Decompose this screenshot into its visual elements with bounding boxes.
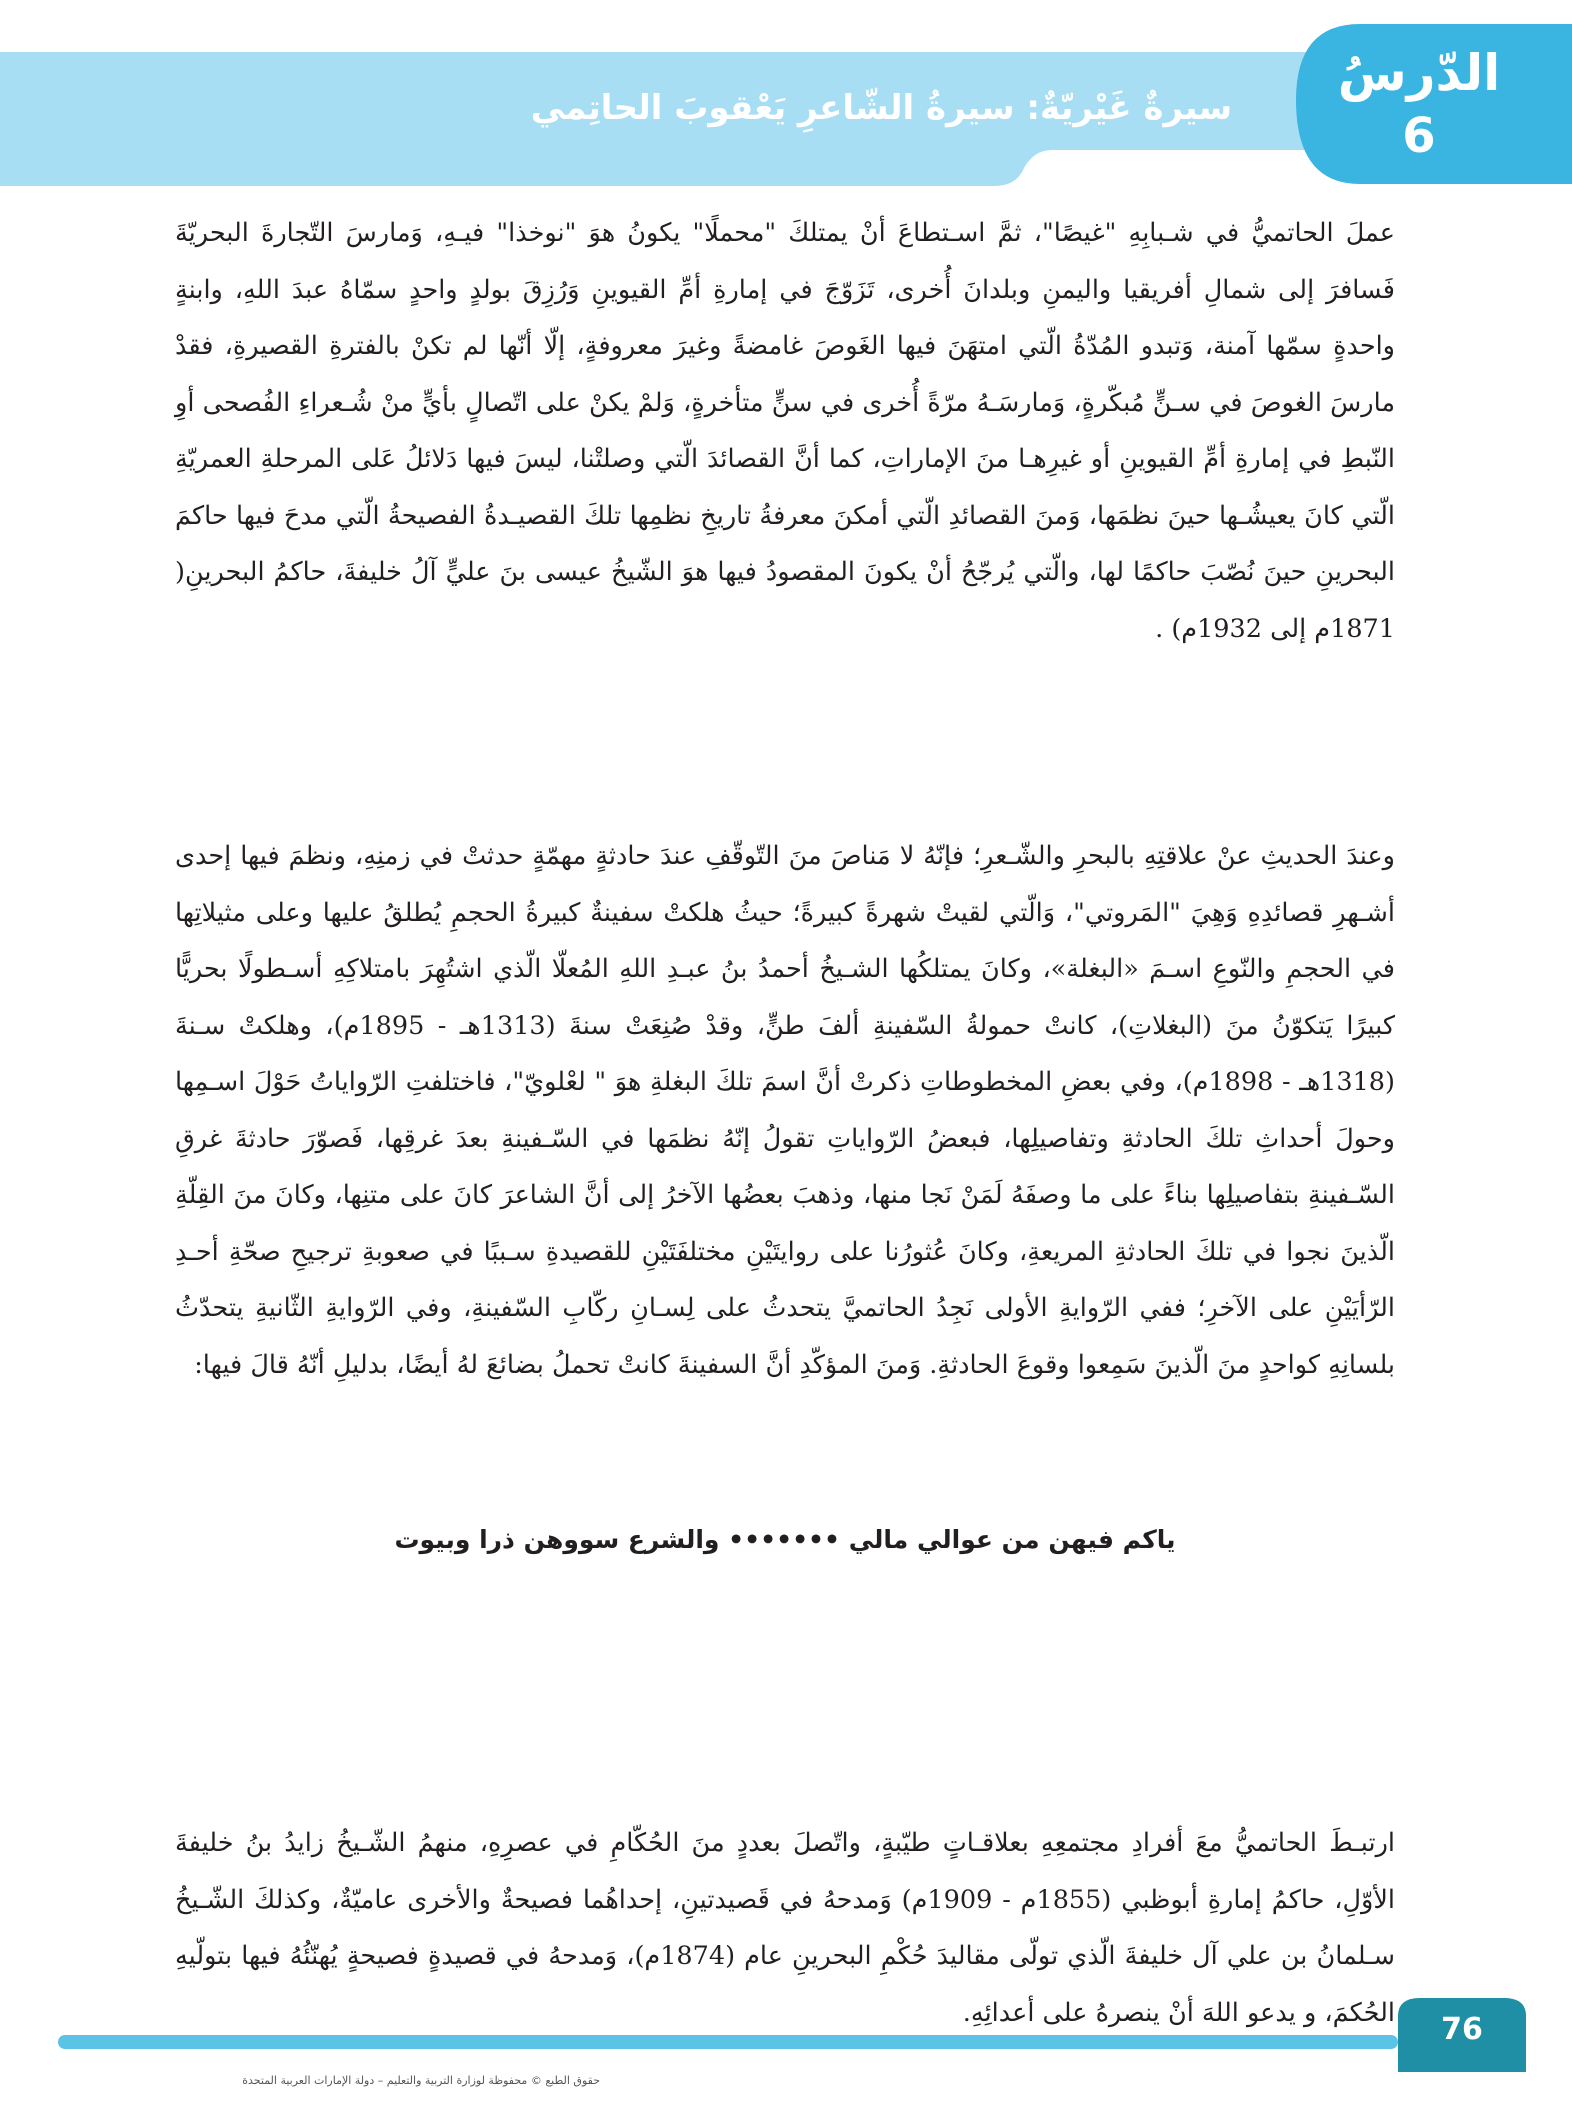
copyright-notice: حقوق الطبع © محفوظة لوزارة التربية والتعليم – دولة الإمارات العربية المتحدة — [242, 2074, 600, 2087]
page-number: 76 — [1441, 2012, 1483, 2047]
lesson-number: 6 — [1402, 108, 1436, 164]
poem-verse: ياكم فيهن من عوالي مالي ••••••• والشرع سووهن ذرا وبيوت — [394, 1525, 1176, 1554]
lesson-title: سيرةٌ غَيْريّةٌ: سيرةُ الشّاعرِ يَعْقوبَ الحاتِمي — [530, 88, 1232, 128]
footer-divider — [58, 2035, 1398, 2049]
lesson-label: الدّرسُ — [1337, 44, 1501, 102]
paragraph-1: عملَ الحاتميُّ في شـبابِهِ "غيصًا"، ثمَّ اسـتطاعَ أنْ يمتلكَ "محملًا" يكونُ هوَ "نوخذا" فيـهِ، وَمارسَ التّجارةَ البحريّةَ فَسافرَ إلى شمالِ أفريقيا واليمنِ وبلدانَ أُخرى، تَزَوّجَ في إمارةِ أمِّ القيوينِ وَرُزِقَ بولدٍ واحدٍ سمّاهُ عبدَ اللهِ، وابنةٍ واحدةٍ سمّها آمنة، وَتبدو المُدّةُ الّتي امتهَنَ فيها الغَوصَ غامضةً وغيرَ معروفةٍ، إلّا أنّها لم تكنْ بالفترةِ القصيرةِ، فقدْ مارسَ الغوصَ في سـنٍّ مُبكّرةٍ، وَمارسَـهُ مرّةً أُخرى في سنٍّ متأخرةٍ، وَلمْ يكنْ على اتّصالٍ بأيٍّ منْ شُـعراءِ الفُصحى أوِ النّبطِ في إمارةِ أمِّ القيوينِ أو غيرِهـا منَ الإماراتِ، كما أنَّ القصائدَ الّتي وصلتْنا، ليسَ فيها دَلائلُ عَلى المرحلةِ العمريّةِ الّتي كانَ يعيشُـها حينَ نظمَها، وَمنَ القصائدِ الّتي أمكنَ معرفةُ تاريخِ نظمِها تلكَ القصيـدةُ الفصيحةُ الّتي مدحَ فيها حاكمَ البحرينِ حينَ نُصّبَ حاكمًا لها، والّتي يُرجّحُ أنْ يكونَ المقصودُ فيها هوَ الشّيخُ عيسى بنَ عليٍّ آلُ خليفةَ، حاكمُ البحرينِ( 1871م إلى 1932م) . — [175, 218, 1395, 644]
paragraph-3: ارتبـطَ الحاتميُّ معَ أفرادِ مجتمعِهِ بعلاقـاتٍ طيّبةٍ، واتّصلَ بعددٍ منَ الحُكّامِ في عصرِهِ، منهمُ الشّـيخُ زايدُ بنُ خليفةَ الأوّلِ، حاكمُ إمارةِ أبوظبي (1855م - 1909م) وَمدحهُ في قَصيدتينِ، إحداهُما فصيحةٌ والأخرى عاميّةٌ، وكذلكَ الشّـيخُ سـلمانُ بن علي آل خليفةَ الّذي تولّى مقاليدَ حُكْمِ البحرينِ عام (1874م)، وَمدحهُ في قصيدةٍ فصيحةٍ يُهنّئُهُ فيها بتولّيهِ الحُكمَ، و يدعو اللهَ أنْ ينصرهُ على أعدائِهِ. — [175, 1828, 1395, 2028]
paragraph-2: وعندَ الحديثِ عنْ علاقتِهِ بالبحرِ والشّـعرِ؛ فإنّهُ لا مَناصَ منَ التّوقّفِ عندَ حادثةٍ مهمّةٍ حدثتْ في زمنِهِ، ونظمَ فيها إحدى أشـهرِ قصائدِهِ وَهِيَ "المَروتي"، وَالّتي لقيتْ شهرةً كبيرةً؛ حيثُ هلكتْ سفينةٌ كبيرةُ الحجمِ يُطلقُ عليها وعلى مثيلاتِها في الحجمِ والنّوعِ اسـمَ «البغلة»، وكانَ يمتلكُها الشـيخُ أحمدُ بنُ عبـدِ اللهِ المُعلّا الّذي اشتُهِرَ بامتلاكِهِ أسـطولًا بحريًّا كبيرًا يَتكوّنُ منَ (البغلاتِ)، كانتْ حمولةُ السّفينةِ ألفَ طنٍّ، وقدْ صُنِعَتْ سنةَ (1313هـ - 1895م)، وهلكتْ سـنةَ (1318هـ - 1898م)، وفي بعضِ المخطوطاتِ ذكرتْ أنَّ اسمَ تلكَ البغلةِ هوَ " لعْلويّ"، فاختلفتِ الرّواياتُ حَوْلَ اسـمِها وحولَ أحداثِ تلكَ الحادثةِ وتفاصيلِها، فبعضُ الرّواياتِ تقولُ إنّهُ نظمَها في السّـفينةِ بعدَ غرقِها، فَصوّرَ حادثةَ غرقِ السّـفينةِ بتفاصيلِها بناءً على ما وصفَهُ لَمَنْ نَجا منها، وذهبَ بعضُها الآخرُ إلى أنَّ الشاعرَ كانَ على متنِها، وكانَ منَ القِلّةِ الّذينَ نجوا في تلكَ الحادثةِ المريعةِ، وكانَ عُثورُنا على روايتَيْنِ مختلفَتَيْنِ للقصيدةِ سـببًا في صعوبةِ ترجيحِ صحّةِ أحـدِ الرّأيَيْنِ على الآخرِ؛ ففي الرّوايةِ الأولى نَجِدُ الحاتميَّ يتحدثُ على لِسـانِ ركّابِ السّفينةِ، وفي الرّوايةِ الثّانيةِ يتحدّثُ بلسانِهِ كواحدٍ منَ الّذينَ سَمِعوا وقوعَ الحادثةِ. وَمنَ المؤكّدِ أنَّ السفينةَ كانتْ تحملُ بضائعَ لهُ أيضًا، بدليلِ أنّهُ قالَ فيها: — [175, 841, 1396, 1380]
